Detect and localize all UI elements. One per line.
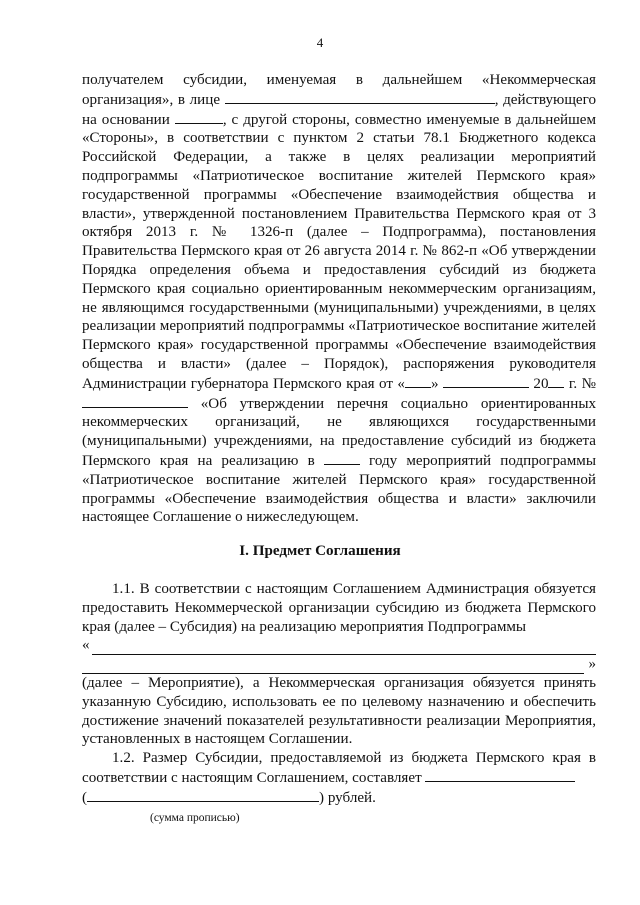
- amount-caption: (сумма прописью): [150, 812, 240, 824]
- intro-text-5: 20: [533, 375, 549, 392]
- amount-open-paren: (: [82, 789, 88, 806]
- order-number-blank: [82, 394, 188, 408]
- close-quote: »: [588, 656, 596, 673]
- event-name-line-2: [82, 655, 596, 674]
- month-blank: [443, 374, 529, 388]
- section-heading: I. Предмет Соглашения: [239, 543, 401, 559]
- amount-words-blank: [87, 788, 319, 802]
- intro-text-3: , с другой стороны, совместно именуемые в дальнейшем «Стороны», в соответствии с пунктом 2 статьи 78.1 Бюджетного кодекса Российской Федерации, а также в целях реализации мероприятий подпрограммы «Патриотическое воспитание жителей Пермского края» государственной программы «Обеспечение взаимодействия общества и власти», утвержденной постановлением Правительства Пермского края от 3 октября 2013 г. № 1326-п (далее – Подпрограмма), постановления Правительства Пермского края от 26 августа 2014 г. № 862-п «Об утверждении Порядка определения объема и предоставления субсидий из бюджета Пермского края социально ориентированным некоммерческим организациям, не являющимся государственными (муниципальными) учреждениями, в целях реализации мероприятий подпрограммы «Патриотическое воспитание жителей Пермского края» государственной программы «Обеспечение взаимодействия общества и власти» (далее – Порядок), распоряжения руководителя Администрации губернатора Пермского края от «: [82, 111, 596, 392]
- intro-text-7: «Об утверждении перечня социально ориентированных некоммерческих организаций, не являющихся государственными (муниципальными) учреждениями, на предоставление субсидий из бюджета Пермского края на реализацию в: [82, 395, 597, 469]
- event-name-line-1: [82, 636, 596, 655]
- section-1-body: [82, 580, 596, 808]
- day-blank: [405, 374, 431, 388]
- basis-blank: [175, 110, 223, 124]
- intro-text-1: получателем субсидии, именуемая в дальнейшем «Некоммерческая организация», в лице: [82, 72, 596, 108]
- open-quote: «: [82, 637, 90, 654]
- clause-1-1-continuation-text: (далее – Мероприятие), а Некоммерческая организация обязуется принять указанную Субсидию, использовать ее по целевому назначению и обеспечить достижение значений показателей результативности реализации Мероприятия, установленных в настоящем Соглашении.: [82, 674, 596, 748]
- year-blank: [548, 374, 564, 388]
- intro-text-2: , действующего на основании: [82, 91, 596, 128]
- implementation-year-blank: [324, 451, 360, 465]
- amount-blank: [425, 768, 575, 782]
- intro-paragraph: [82, 71, 596, 527]
- amount-words-line: [82, 788, 596, 808]
- clause-1-2-text: 1.2. Размер Субсидии, предоставляемой из бюджета Пермского края в соответствии с настоящим Соглашением, составляет: [82, 750, 596, 786]
- intro-text-4: »: [430, 375, 439, 392]
- intro-text-8: году мероприятий подпрограммы «Патриотическое воспитание жителей Пермского края» государственной программы «Обеспечение взаимодействия общества и власти» заключили настоящее Соглашение о нижеследующем.: [82, 452, 596, 526]
- event-name-blank-1: [92, 641, 596, 655]
- event-name-blank-2: [82, 660, 584, 674]
- amount-close-text: ) рублей.: [319, 789, 376, 806]
- clause-1-1-continuation: [82, 674, 596, 749]
- page-number: 4: [316, 35, 324, 50]
- clause-1-1: [82, 580, 596, 636]
- intro-text-6: г. №: [568, 375, 597, 392]
- clause-1-2: [82, 749, 596, 788]
- clause-1-1-text: 1.1. В соответствии с настоящим Соглашением Администрация обязуется предоставить Некоммерческой организации субсидию из бюджета Пермского края (далее – Субсидия) на реализацию мероприятия Подпрограммы: [82, 581, 596, 635]
- representative-blank: [225, 90, 495, 104]
